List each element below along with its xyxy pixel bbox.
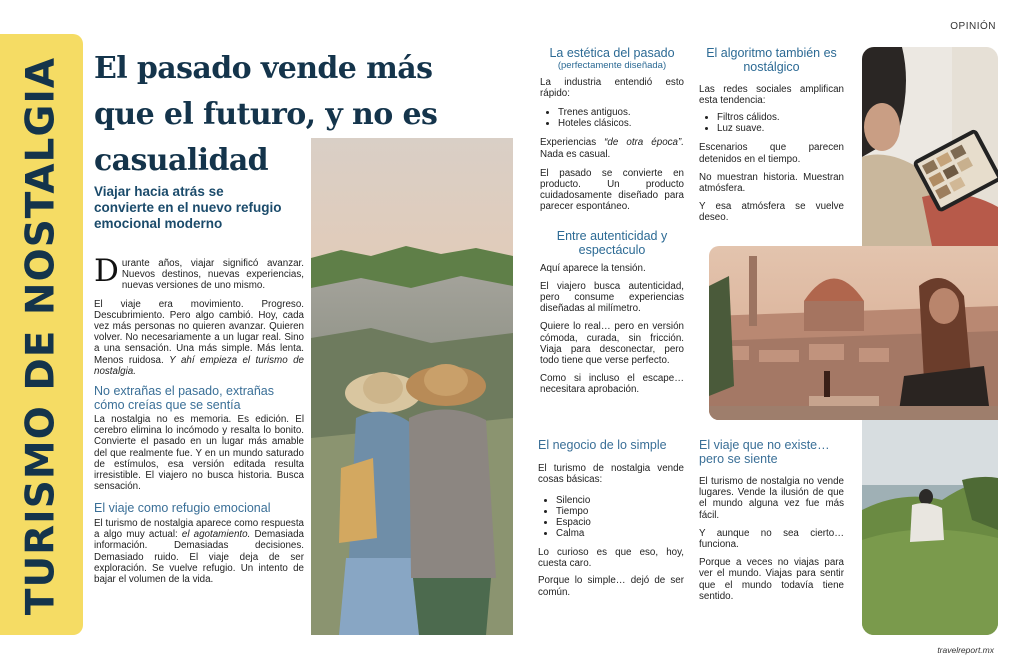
footer-source: travelreport.mx xyxy=(937,645,994,655)
autenticidad-paragraph-2: El viajero busca autenticidad, pero consume experiencias diseñadas al milímetro. xyxy=(540,280,684,315)
aesthetic-column xyxy=(540,46,684,400)
estetica-paragraph-2: Experiencias “de otra época”. Nada es casual. xyxy=(540,137,684,160)
section-heading-estetica: La estética del pasado xyxy=(549,46,675,60)
list-item: • Luz suave. xyxy=(717,123,844,134)
section-heading-negocio: El negocio de lo simple xyxy=(538,438,667,452)
page-title: El pasado vende más que el futuro, y no es casualidad xyxy=(94,51,438,178)
list-item: • Filtros cálidos. xyxy=(717,112,844,123)
intro-paragraph-2: El viaje era movimiento. Progreso. Descubrimiento. Pero algo cambió. Hoy, cada vez más personas no quieren avanzar. Quieren volver. No necesariamente a un lugar real. Sino a una sensación. Una más simple. Más lenta. Menos ruidosa. Y ahí empieza el turismo de nostalgia. xyxy=(94,298,304,377)
section-subheading-estetica: (perfectamente diseñada) xyxy=(557,60,667,71)
negocio-paragraph-1: El turismo de nostalgia vende cosas básicas: xyxy=(538,462,684,485)
autenticidad-paragraph-3: Quiere lo real… pero en versión cómoda, curada, sin fricción. Viaja para desconectar, pero todo tiene que verse perfecto. xyxy=(540,321,684,367)
side-band-title: TURISMO DE NOSTALGIA xyxy=(18,56,64,616)
viaje-paragraph-3: Porque a veces no viajas para ver el mundo. Viajas para sentir que el mundo todavía tiene sentido. xyxy=(699,557,844,602)
algoritmo-paragraph-2: Escenarios que parecen detenidos en el tiempo. xyxy=(699,142,844,165)
list-item: • Tiempo xyxy=(556,506,684,517)
list-item: • Silencio xyxy=(556,495,684,506)
autenticidad-paragraph-1: Aquí aparece la tensión. xyxy=(540,262,646,274)
woman-tablet-photo xyxy=(862,47,998,246)
section-heading-nostalgia: No extrañas el pasado, extrañas cómo creías que se sentía xyxy=(94,384,274,412)
page-subtitle: Viajar hacia atrás se convierte en el nuevo refugio emocional moderno xyxy=(94,184,282,231)
list-item: • Espacio xyxy=(556,517,684,528)
algoritmo-list xyxy=(717,112,844,134)
algoritmo-paragraph-1: Las redes sociales amplifican esta tendencia: xyxy=(699,84,844,107)
section-body-refugio: El turismo de nostalgia aparece como respuesta a algo muy actual: el agotamiento. Demasiada información. Demasiadas decisiones. Demasiado ruido. El viaje deja de ser exploración. Se vuelve refugio. Un intento de bajar el volumen de la vida. xyxy=(94,517,304,585)
negocio-list xyxy=(556,495,684,539)
drop-cap: D xyxy=(94,253,119,289)
section-body-nostalgia: La nostalgia no es memoria. Es edición. El cerebro elimina lo incómodo y resalta lo bonito. Convierte el pasado en un lugar más amable del que realmente fue. Y en un mundo saturado de estímulos, esa versión editada resulta irresistible. El viajero no busca historia. Busca sensación. xyxy=(94,414,304,493)
algorithm-column xyxy=(699,46,844,228)
viaje-paragraph-2: Y aunque no sea cierto… funciona. xyxy=(699,527,844,551)
business-column xyxy=(538,439,684,602)
list-item: • Hoteles clásicos. xyxy=(558,118,684,129)
viaje-paragraph-1: El turismo de nostalgia no vende lugares. Vende la ilusión de que el mundo alguna vez fue más fácil. xyxy=(699,476,844,521)
section-heading-refugio: El viaje como refugio emocional xyxy=(94,501,271,516)
section-heading-autenticidad: Entre autenticidad y espectáculo xyxy=(556,228,668,257)
estetica-list xyxy=(558,107,684,129)
florence-terrace-photo xyxy=(709,246,998,420)
negocio-paragraph-3: Porque lo simple… dejó de ser común. xyxy=(538,575,684,598)
couple-hats-canyon-photo xyxy=(311,138,513,635)
intro-column xyxy=(94,253,304,589)
estetica-paragraph-1: La industria entendió esto rápido: xyxy=(540,77,684,100)
negocio-paragraph-2: Lo curioso es que eso, hoy, cuesta caro. xyxy=(538,546,684,570)
section-label: OPINIÓN xyxy=(950,21,996,32)
algoritmo-paragraph-3: No muestran historia. Muestran atmósfera. xyxy=(699,171,844,195)
intro-paragraph-1: Durante años, viajar significó avanzar. Nuevos destinos, nuevas experiencias, nuevas versiones de uno mismo. xyxy=(94,253,304,292)
side-band xyxy=(0,34,83,635)
trip-column xyxy=(699,439,844,606)
list-item: • Trenes antiguos. xyxy=(558,107,684,118)
section-heading-algoritmo: El algoritmo también es nostálgico xyxy=(706,46,837,74)
algoritmo-paragraph-4: Y esa atmósfera se vuelve deseo. xyxy=(699,201,844,224)
estetica-paragraph-3: El pasado se convierte en producto. Un producto cuidadosamente diseñado para parecer espontáneo. xyxy=(540,167,684,213)
section-heading-viaje: El viaje que no existe… pero se siente xyxy=(699,438,830,466)
autenticidad-paragraph-4: Como si incluso el escape… necesitara aprobación. xyxy=(540,373,684,396)
list-item: • Calma xyxy=(556,528,684,539)
woman-coast-cliff-photo xyxy=(862,420,998,635)
